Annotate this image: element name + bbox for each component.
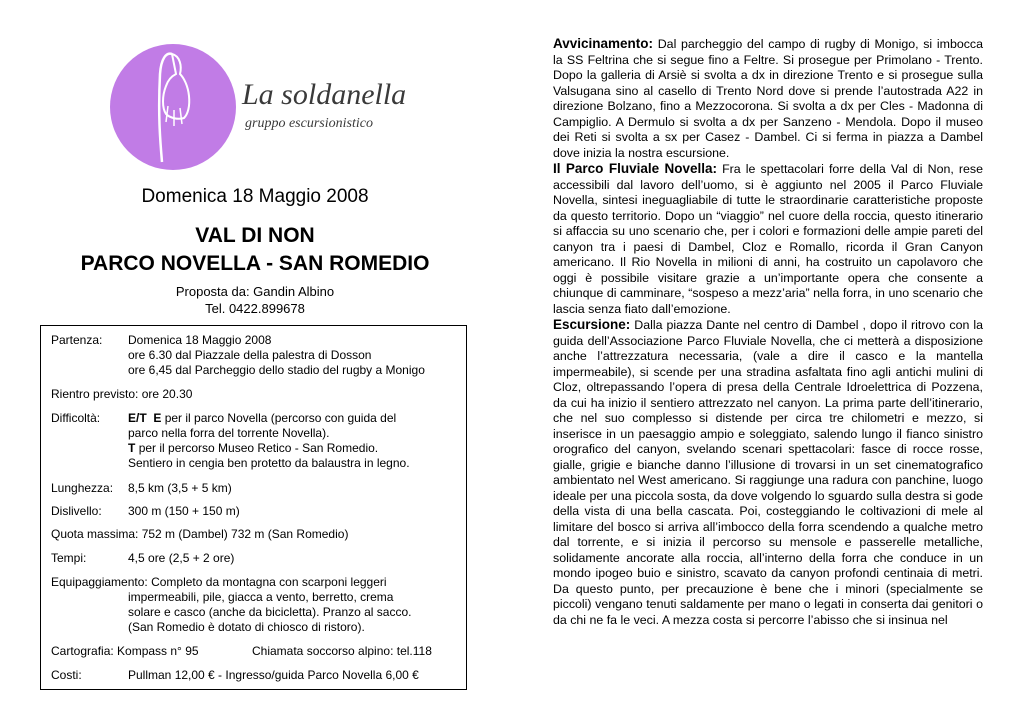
rientro: Rientro previsto: ore 20.30	[51, 387, 193, 401]
tempi-label: Tempi:	[51, 551, 87, 565]
logo-title: La soldanella	[242, 78, 407, 111]
escursione-heading: Escursione:	[553, 317, 631, 332]
lunghezza-label: Lunghezza:	[51, 481, 114, 495]
dislivello-value: 300 m (150 + 150 m)	[128, 504, 240, 518]
costi-value: Pullman 12,00 € - Ingresso/guida Parco Novella 6,00 €	[128, 668, 419, 682]
partenza-date: Domenica 18 Maggio 2008	[128, 333, 272, 347]
tempi-value: 4,5 ore (2,5 + 2 ore)	[128, 551, 235, 565]
equip-line4: (San Romedio è dotato di chiosco di ristoro).	[128, 620, 365, 634]
equip-line1: Equipaggiamento: Completo da montagna con scarponi leggeri	[51, 575, 387, 589]
difficolta-line4: Sentiero in cengia ben protetto da balaustra in legno.	[128, 456, 410, 470]
phone: Tel. 0422.899678	[205, 301, 305, 316]
costi-label: Costi:	[51, 668, 82, 682]
page-subtitle: PARCO NOVELLA - SAN ROMEDIO	[80, 252, 430, 275]
partenza-monigo: ore 6,45 dal Parcheggio dello stadio del rugby a Monigo	[128, 363, 425, 377]
article	[553, 36, 983, 628]
equip-line3: solare e casco (anche da bicicletta). Pranzo al sacco.	[128, 605, 412, 619]
difficolta-label: Difficoltà:	[51, 411, 101, 425]
quota-massima: Quota massima: 752 m (Dambel) 732 m (San Romedio)	[51, 527, 349, 541]
parco-heading: Il Parco Fluviale Novella:	[553, 161, 718, 176]
logo-subtitle: gruppo escursionistico	[245, 116, 373, 131]
proposer: Proposta da: Gandin Albino	[175, 284, 335, 299]
page-title: VAL DI NON	[195, 224, 315, 247]
info-box	[40, 325, 467, 690]
cartografia: Cartografia: Kompass n° 95	[51, 644, 199, 658]
difficolta-line1: E/T E per il parco Novella (percorso con guida del	[128, 411, 397, 425]
parco-text: Fra le spettacolari forre della Val di Non, rese accessibili dal lavoro dell’uomo, si è aggiunto nel 2005 il Parco Fluviale Novella, sintesi ineguagliabile di tutte le straordinarie caratteristiche proposte da questo territorio. Dopo un “viaggio” nel cuore della roccia, questo itinerario si affaccia su uno scenario che, per i colori e formazioni delle ampie pareti del canyon tra i paesi di Dambel, Cloz e Romallo, ricorda il Gran Canyon americano. Il Rio Novella in milioni di anni, ha costruito un capolavoro che oggi è possibile visitare grazie a un’importante opera che consente a chiunque di camminare, “sospeso a mezz’aria” nella forra, in uno scenario che lascia senza fiato dall’emozione.	[553, 162, 983, 316]
parco-paragraph	[553, 161, 983, 317]
partenza-label: Partenza:	[51, 333, 103, 347]
difficolta-line3: T per il percorso Museo Retico - San Romedio.	[128, 441, 379, 455]
dislivello-label: Dislivello:	[51, 504, 102, 518]
partenza-dosson: ore 6.30 dal Piazzale della palestra di Dosson	[128, 348, 372, 362]
lunghezza-value: 8,5 km (3,5 + 5 km)	[128, 481, 232, 495]
event-date: Domenica 18 Maggio 2008	[141, 186, 369, 207]
avvicinamento-heading: Avvicinamento:	[553, 36, 654, 51]
escursione-paragraph	[553, 317, 983, 628]
difficolta-line2: parco nella forra del torrente Novella).	[128, 426, 330, 440]
logo	[110, 44, 410, 170]
avvicinamento-paragraph	[553, 36, 983, 161]
avvicinamento-text: Dal parcheggio del campo di rugby di Monigo, si imbocca la SS Feltrina che si segue fino a Feltre. Si prosegue per Primolano - Trento. Dopo la galleria di Arsiè si svolta a dx in direzione Trento e si prosegue sulla Valsugana sino al casello di Trento Nord dove si prende l’autostrada A22 in direzione Bolzano, fino a Mezzocorona. Si svolta a dx per Cles - Madonna di Campiglio. A Dermulo si svolta a dx per Sanzeno - Mendola. Dopo il museo dei Reti si svolta a sx per Casez - Dambel. Ci si ferma in piazza a Dambel dove inizia la nostra escursione.	[553, 37, 984, 160]
equip-line2: impermeabili, pile, giacca a vento, berretto, crema	[128, 590, 394, 604]
soccorso-alpino: Chiamata soccorso alpino: tel.118	[252, 644, 432, 658]
escursione-text: Dalla piazza Dante nel centro di Dambel , dopo il ritrovo con la guida dell’Associazione Parco Fluviale Novella, che ci metterà a disposizione anche l’attrezzatura necessaria, (vale a dire il casco e la mantella impermeabile), si scende per una stradina asfaltata fino agli antichi mulini di Cloz, oltrepassando l’opera di presa della Centrale Idroelettrica di Pozzena, da cui ha inizio il sentiero attrezzato nel canyon. La prima parte dell’itinerario, che nel suo complesso si distende per circa tre chilometri e mezzo, si inserisce in un paesaggio ampio e soleggiato, salendo lungo il fianco sinistro orografico del canyon, svelando scenari spettacolari: fasce di rocce rosse, gialle, grigie e bianche danno l’illusione di trovarsi in un set cinematografico ambientato nel West americano. Si raggiunge una radura con panchine, luogo ideale per una piccola sosta, da dove volgendo lo sguardo sulla destra si gode della vista di una bella cascata. Poi, costeggiando le coltivazioni di mele al limitare del bosco si arriva all’imbocco della forra scendendo a qualche metro dal torrente, e si inizia il percorso su mensole e passerelle metalliche, solidamente ancorate alla roccia, all’interno della forra che conduce in un mondo ipogeo buio e sinistro, scavato da canyon profondi centinaia di metri. Da questo punto, per precauzione è bene che i minori (specialmente se piccoli) vengano tenuti saldamente per mano o legati in conserta dai genitori o da chi ne fa le veci. A mezza costa si percorre l’abisso che si insinua nel	[553, 318, 983, 627]
soldanella-flower-icon	[110, 44, 236, 170]
